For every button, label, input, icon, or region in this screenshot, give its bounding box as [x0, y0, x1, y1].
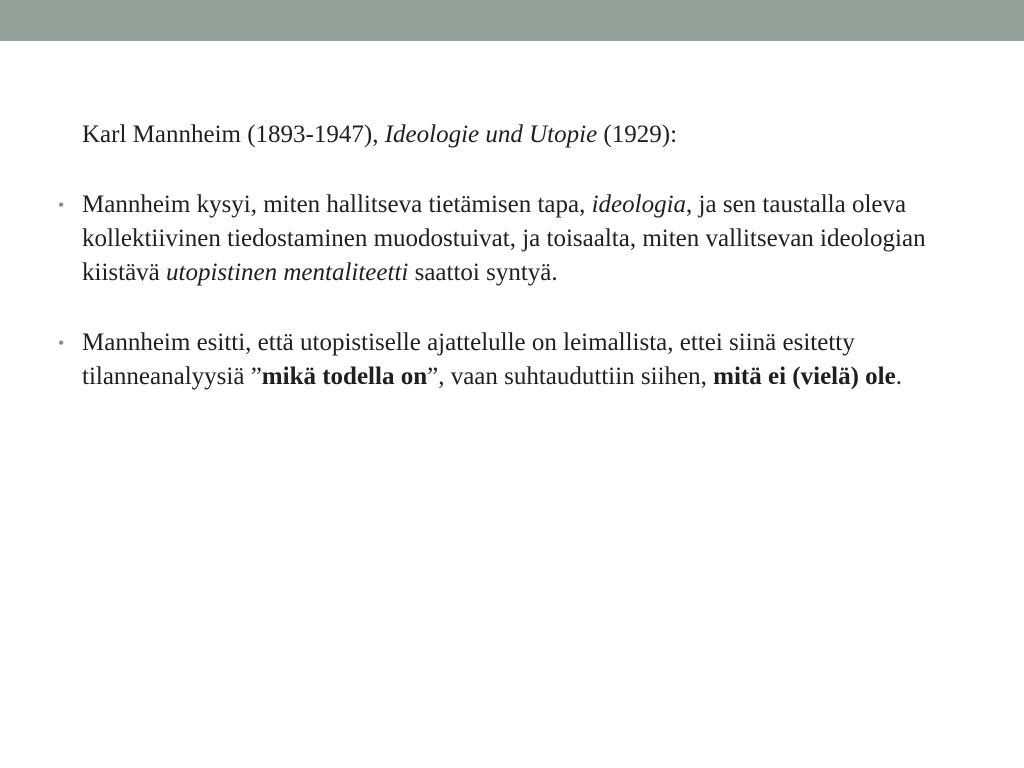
- bullet-1-seg-0: Mannheim kysyi, miten hallitseva tietämisen tapa,: [82, 191, 592, 218]
- bullet-1-seg-2: , ja sen taustalla oleva kollektiivinen tiedostaminen muodostuivat, ja toisaalta, miten vallitsevan ideologian kiistävä: [82, 191, 926, 286]
- bullet-2-seg-2: ”, vaan suhtauduttiin siihen,: [427, 363, 714, 390]
- bullet-2-seg-4: .: [895, 363, 902, 390]
- bullet-2-seg-0: Mannheim esitti, että utopistiselle ajattelulle on leimallista, ettei siinä esitetty tilanneanalyysiä ”: [82, 329, 855, 390]
- bullet-item-2: [58, 326, 982, 394]
- intro-prefix: Karl Mannheim (1893-1947),: [82, 121, 385, 148]
- bullet-2-seg-3: mitä ei (vielä) ole: [713, 363, 896, 390]
- top-accent-bar: [0, 0, 1024, 41]
- bullet-item-1: [58, 188, 982, 290]
- book-title: Ideologie und Utopie: [384, 121, 598, 148]
- slide-content: [58, 118, 982, 430]
- bullet-dot-icon: •: [58, 195, 65, 215]
- bullet-1-seg-3: utopistinen mentaliteetti: [166, 259, 409, 286]
- bullet-2-seg-1: mikä todella on: [261, 363, 428, 390]
- intro-line: [82, 118, 982, 152]
- bullet-1-seg-1: ideologia: [591, 191, 687, 218]
- intro-suffix: (1929):: [597, 121, 678, 148]
- bullet-dot-icon: •: [58, 333, 65, 353]
- bullet-1-seg-4: saattoi syntyä.: [408, 259, 558, 286]
